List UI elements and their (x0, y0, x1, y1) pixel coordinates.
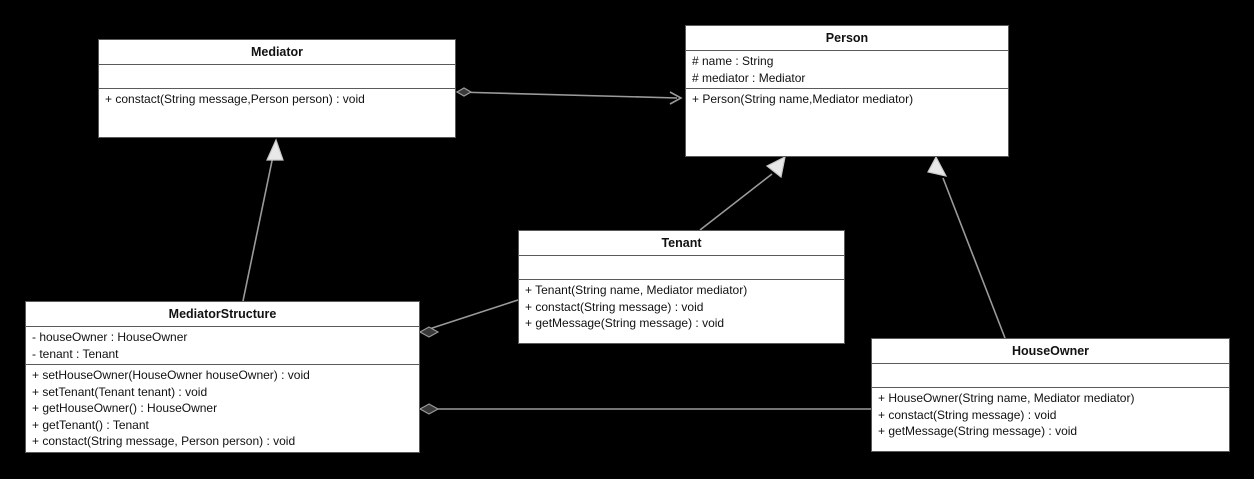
operation-line: + setHouseOwner(HouseOwner houseOwner) : void (32, 368, 310, 382)
class-attributes-person (686, 51, 1008, 89)
aggregation-diamond-houseowner (420, 404, 438, 414)
class-title-person: Person (686, 26, 1008, 51)
class-title-mediatorstructure: MediatorStructure (26, 302, 419, 327)
operation-line: + getHouseOwner() : HouseOwner (32, 401, 218, 415)
operation-line: + getMessage(String message) : void (878, 424, 1078, 438)
generalization-triangle-person-from-houseowner (928, 157, 946, 176)
class-operations-tenant (519, 280, 844, 335)
operation-line: + constact(String message) : void (525, 299, 704, 314)
class-operations-mediator (99, 89, 455, 111)
generalization-triangle-person-from-tenant (767, 157, 785, 177)
class-box-mediator[interactable] (98, 39, 456, 138)
class-box-houseowner[interactable] (871, 338, 1230, 452)
operation-line: + constact(String message, Person person) : void (32, 434, 296, 448)
edge-tenant-person (700, 174, 772, 230)
operation-line: + getTenant() : Tenant (32, 417, 149, 432)
class-operations-mediatorstructure (26, 365, 419, 453)
operation-line: + Tenant(String name, Mediator mediator) (525, 283, 748, 297)
class-attributes-mediator (99, 65, 455, 89)
class-operations-person (686, 89, 1008, 111)
aggregation-diamond-tenant (420, 327, 438, 337)
operation-line: + Person(String name,Mediator mediator) (692, 92, 914, 106)
attribute-line: # mediator : Mediator (692, 70, 806, 85)
edge-mediatorstructure-tenant (420, 300, 518, 332)
attribute-line: - tenant : Tenant (32, 346, 119, 361)
attribute-line: - houseOwner : HouseOwner (32, 330, 188, 344)
edge-mediatorstructure-mediator (243, 156, 273, 301)
attribute-line: # name : String (692, 54, 774, 68)
generalization-triangle-mediator (267, 140, 283, 160)
operation-line: + setTenant(Tenant tenant) : void (32, 384, 208, 399)
class-attributes-houseowner (872, 364, 1229, 388)
class-box-tenant[interactable] (518, 230, 845, 344)
class-title-houseowner: HouseOwner (872, 339, 1229, 364)
edge-houseowner-person (943, 178, 1005, 338)
operation-line: + HouseOwner(String name, Mediator mediator) (878, 391, 1135, 405)
class-title-tenant: Tenant (519, 231, 844, 256)
aggregation-diamond-mediator (457, 88, 471, 96)
operation-line: + constact(String message) : void (878, 407, 1057, 422)
class-box-mediatorstructure[interactable] (25, 301, 420, 453)
class-box-person[interactable] (685, 25, 1009, 157)
operation-line: + constact(String message,Person person) : void (105, 92, 365, 106)
class-attributes-mediatorstructure (26, 327, 419, 365)
operation-line: + getMessage(String message) : void (525, 316, 725, 330)
class-title-mediator: Mediator (99, 40, 455, 65)
edge-mediator-person (457, 92, 677, 98)
class-operations-houseowner (872, 388, 1229, 443)
class-attributes-tenant (519, 256, 844, 280)
